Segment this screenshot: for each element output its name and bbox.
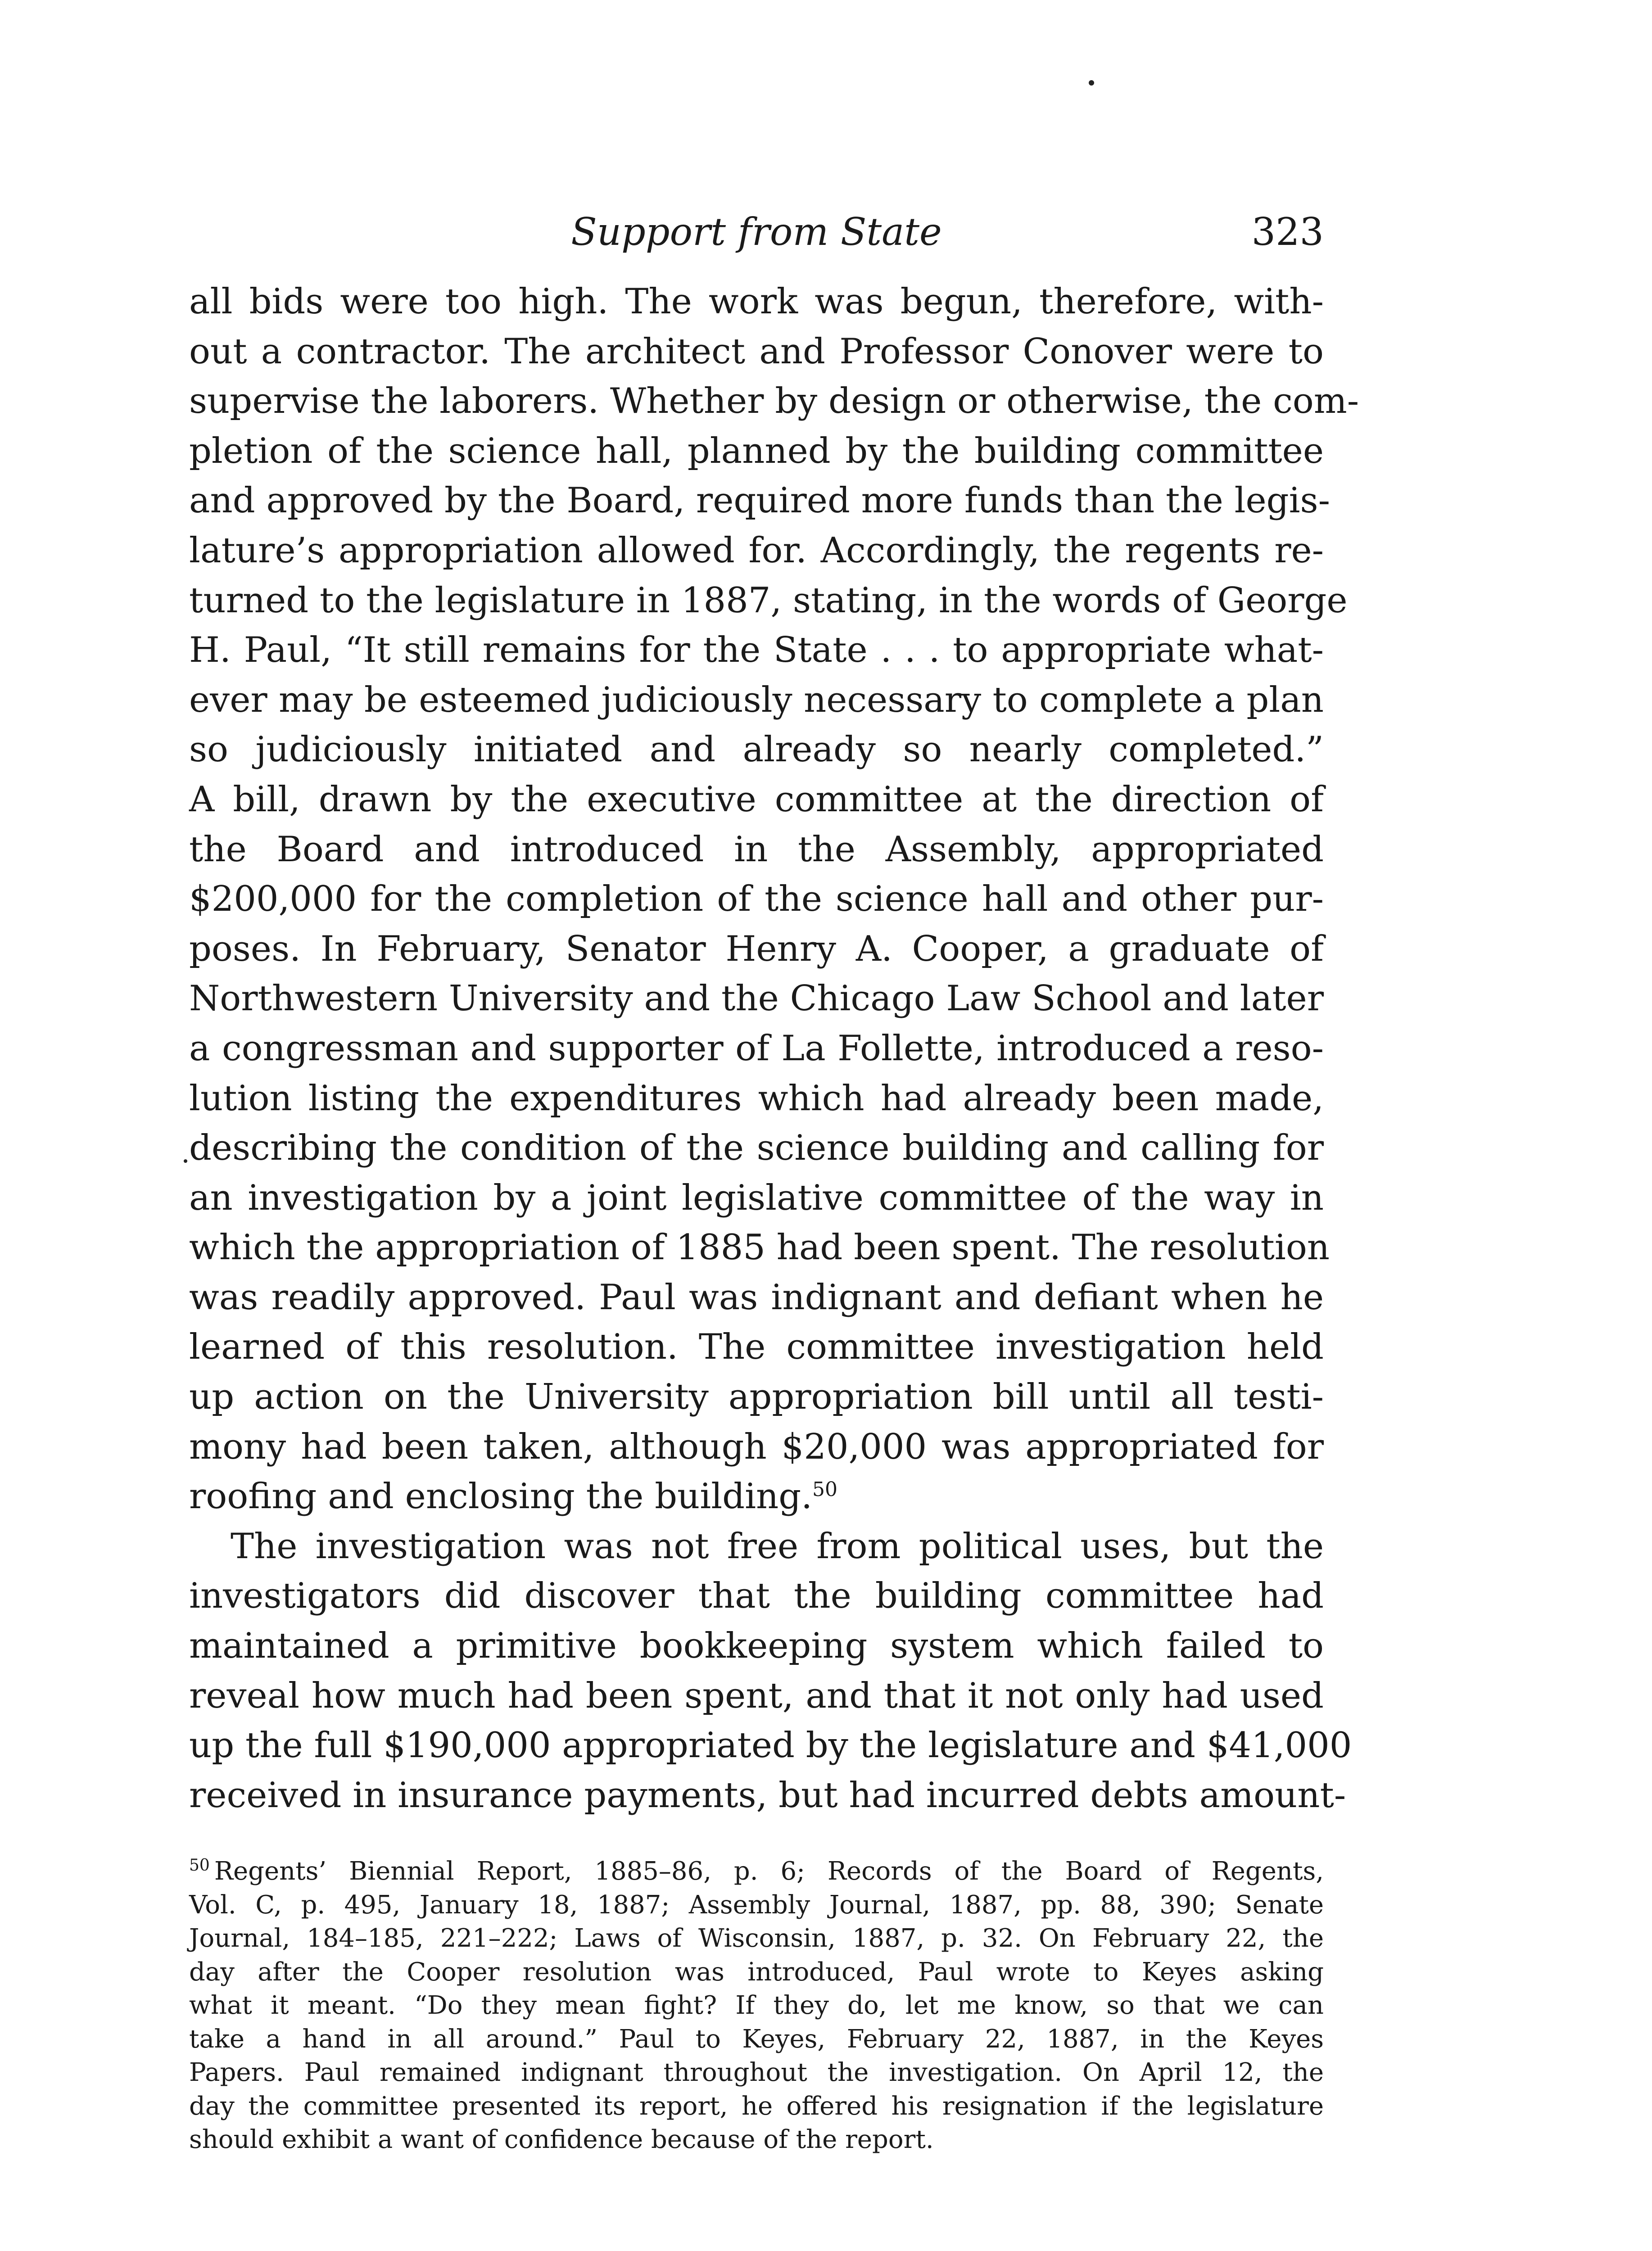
text-line: pletion of the science hall, planned by the building committee <box>189 430 1324 471</box>
text-line: maintained a primitive bookkeeping system which failed to <box>189 1626 1324 1667</box>
footnote-line: should exhibit a want of confidence because of the report. <box>189 2125 934 2154</box>
text-line-paragraph-end <box>189 1472 1324 1522</box>
text-line: received in insurance payments, but had incurred debts amount- <box>189 1775 1346 1816</box>
text-line: which the appropriation of 1885 had been spent. The resolution <box>189 1227 1330 1268</box>
text-line: so judiciously initiated and already so nearly completed.” <box>189 729 1324 770</box>
text-line: the Board and introduced in the Assembly, appropriated <box>189 829 1324 870</box>
running-title: Support from State <box>571 210 942 254</box>
footnote-line: Papers. Paul remained indignant throughout the investigation. On April 12, the <box>189 2058 1324 2087</box>
footnote <box>189 1855 1324 2157</box>
footnote-line-content: Regents’ Biennial Report, 1885–86, p. 6; Records of the Board of Regents, <box>214 1857 1324 1886</box>
text-line: lution listing the expenditures which had already been made, <box>189 1078 1324 1119</box>
footnote-line: Journal, 184–185, 221–222; Laws of Wisconsin, 1887, p. 32. On February 22, the <box>189 1924 1324 1953</box>
text-line: learned of this resolution. The committee investigation held <box>189 1327 1324 1368</box>
text-line: $200,000 for the completion of the science hall and other pur- <box>189 879 1324 920</box>
footnote-line: day after the Cooper resolution was introduced, Paul wrote to Keyes asking <box>189 1957 1324 1987</box>
text-line: ever may be esteemed judiciously necessary to complete a plan <box>189 679 1324 720</box>
text-line: up action on the University appropriation bill until all testi- <box>189 1377 1324 1418</box>
text-line-content: roofing and enclosing the building. <box>189 1476 813 1517</box>
footnote-label: 50 <box>189 1856 210 1875</box>
footnote-line <box>189 1855 1324 1889</box>
text-line: A bill, drawn by the executive committee at the direction of <box>189 779 1324 820</box>
text-line: lature’s appropriation allowed for. Accordingly, the regents re- <box>189 530 1324 571</box>
page-number: 323 <box>1251 210 1324 254</box>
text-line: an investigation by a joint legislative committee of the way in <box>189 1177 1324 1218</box>
text-line: H. Paul, “It still remains for the State . . . to appropriate what- <box>189 630 1324 671</box>
text-line: Northwestern University and the Chicago Law School and later <box>189 978 1324 1019</box>
footnote-reference: 50 <box>812 1478 838 1501</box>
scan-speck <box>1089 80 1094 86</box>
footnote-line: Vol. C, p. 495, January 18, 1887; Assembly Journal, 1887, pp. 88, 390; Senate <box>189 1890 1324 1920</box>
footnote-line: day the committee presented its report, he offered his resignation if the legislature <box>189 2091 1324 2121</box>
text-line: investigators did discover that the building committee had <box>189 1576 1324 1617</box>
scan-speck <box>184 1159 187 1163</box>
text-line: up the full $190,000 appropriated by the legislature and $41,000 <box>189 1725 1352 1766</box>
text-line: describing the condition of the science building and calling for <box>189 1128 1324 1169</box>
text-line: all bids were too high. The work was begun, therefore, with- <box>189 281 1324 322</box>
text-line: mony had been taken, although $20,000 was appropriated for <box>189 1426 1324 1467</box>
text-line: out a contractor. The architect and Professor Conover were to <box>189 331 1324 372</box>
footnote-line: what it meant. “Do they mean fight? If they do, let me know, so that we can <box>189 1991 1324 2020</box>
text-line: was readily approved. Paul was indignant and defiant when he <box>189 1277 1324 1318</box>
running-head <box>189 205 1324 268</box>
text-line-paragraph-start: The investigation was not free from political uses, but the <box>231 1526 1324 1567</box>
text-line: and approved by the Board, required more funds than the legis- <box>189 480 1330 521</box>
text-line: poses. In February, Senator Henry A. Cooper, a graduate of <box>189 928 1324 969</box>
footnote-line: take a hand in all around.” Paul to Keyes, February 22, 1887, in the Keyes <box>189 2024 1324 2054</box>
text-line: turned to the legislature in 1887, stating, in the words of George <box>189 580 1348 621</box>
text-line: supervise the laborers. Whether by design or otherwise, the com- <box>189 381 1359 422</box>
text-line: reveal how much had been spent, and that it not only had used <box>189 1675 1324 1716</box>
body-text <box>189 277 1359 1820</box>
text-line: a congressman and supporter of La Follette, introduced a reso- <box>189 1028 1324 1069</box>
